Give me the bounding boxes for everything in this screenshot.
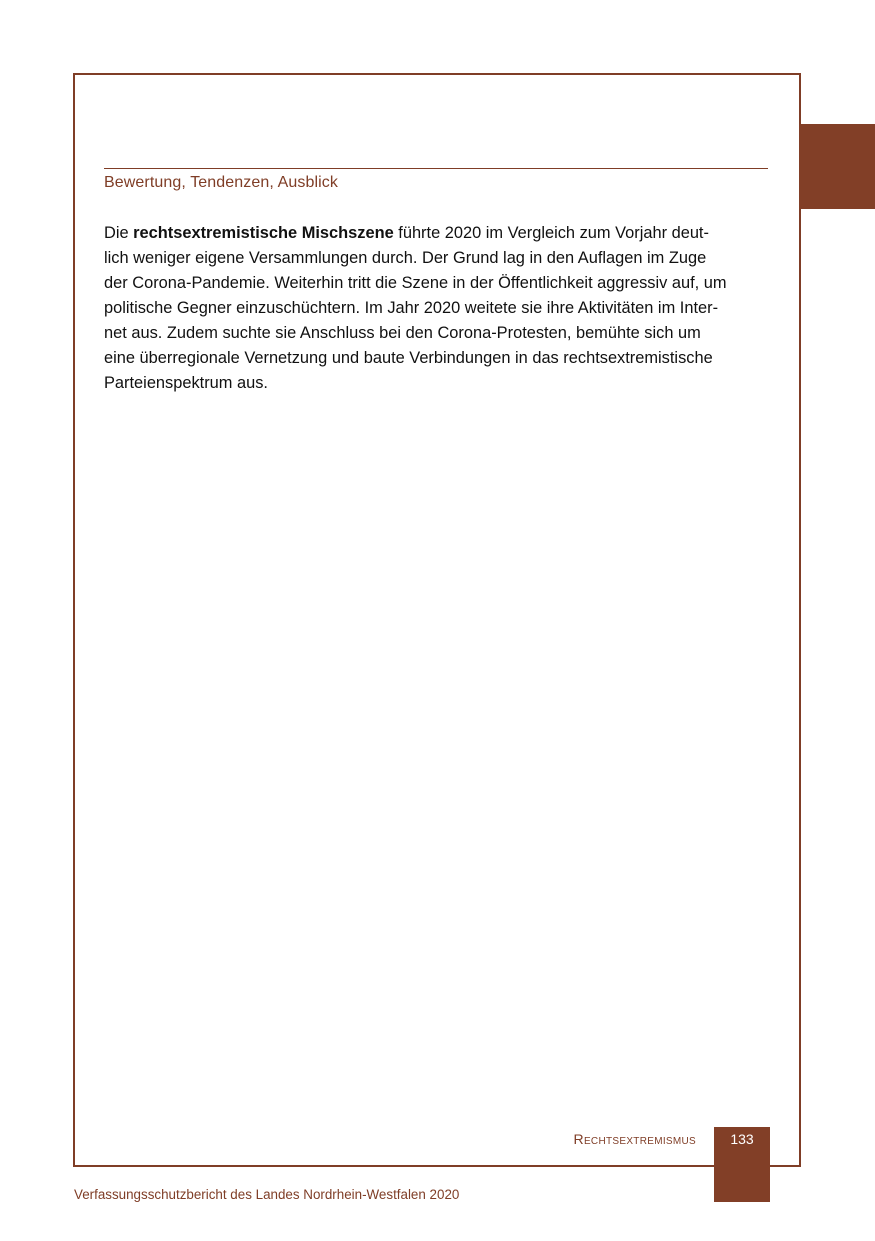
page-number: 133 (730, 1131, 754, 1147)
paragraph-line-4: politische Gegner einzuschüchtern. Im Jahr 2020 weitete sie ihre Aktivitäten im Inter- (104, 299, 719, 317)
page-number-box (714, 1127, 770, 1202)
section-divider (104, 168, 768, 169)
publication-footer: Verfassungsschutzbericht des Landes Nordrhein-Westfalen 2020 (74, 1187, 460, 1202)
chapter-label: Rechtsextremismus (573, 1131, 696, 1147)
paragraph-line-5: net aus. Zudem suchte sie Anschluss bei den Corona-Protesten, bemühte sich um (104, 324, 701, 342)
paragraph-line-3: der Corona-Pandemie. Weiterhin tritt die Szene in der Öffentlichkeit aggressiv auf, um (104, 274, 727, 292)
section-heading: Bewertung, Tendenzen, Ausblick (104, 174, 338, 191)
chapter-side-tab (799, 124, 875, 209)
body-paragraph (104, 221, 768, 396)
bold-term: rechtsextremistische Mischszene (133, 224, 394, 242)
paragraph-line-1 (104, 221, 768, 246)
paragraph-line-2: lich weniger eigene Versammlungen durch. Der Grund lag in den Auflagen im Zuge (104, 249, 707, 267)
line1-suffix: führte 2020 im Vergleich zum Vorjahr deut- (393, 224, 709, 242)
paragraph-line-7: Parteienspektrum aus. (104, 374, 268, 392)
line1-prefix: Die (104, 224, 134, 242)
paragraph-line-6: eine überregionale Vernetzung und baute Verbindungen in das rechtsextremistische (104, 349, 713, 367)
